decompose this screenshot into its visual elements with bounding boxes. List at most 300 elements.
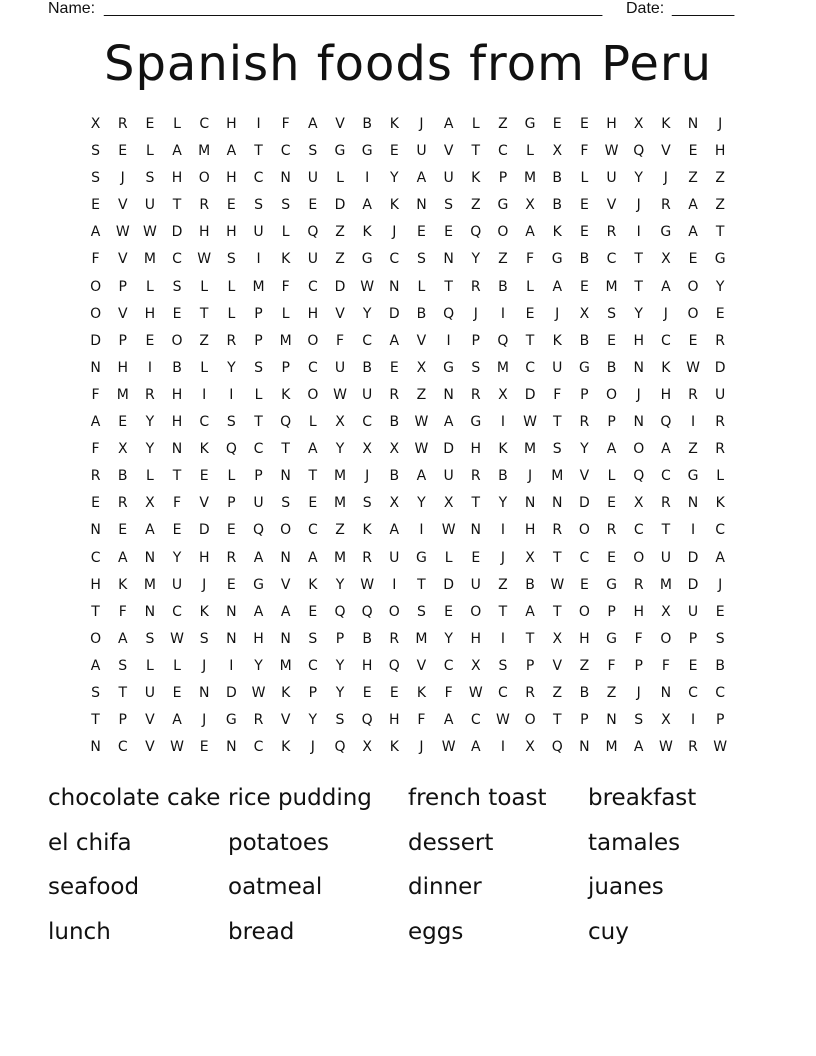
grid-letter: J: [663, 170, 668, 187]
grid-letter: D: [443, 576, 454, 593]
grid-letter: Q: [334, 603, 346, 620]
grid-letter: Y: [417, 495, 426, 512]
grid-row: [82, 490, 734, 517]
grid-letter: C: [389, 251, 400, 268]
grid-letter: S: [254, 197, 263, 214]
grid-row: [82, 301, 734, 328]
grid-letter: E: [607, 332, 616, 349]
grid-letter: R: [470, 468, 481, 485]
grid-letter: G: [470, 414, 482, 431]
grid-letter: Z: [688, 441, 698, 458]
grid-letter: X: [661, 712, 671, 729]
grid-letter: O: [578, 603, 590, 620]
grid-letter: W: [414, 441, 429, 458]
grid-letter: L: [173, 657, 181, 674]
grid-letter: W: [414, 414, 429, 431]
grid-letter: S: [226, 251, 236, 268]
grid-letter: H: [226, 116, 237, 132]
grid-letter: X: [633, 495, 644, 512]
grid-letter: U: [443, 468, 454, 485]
grid-letter: Y: [471, 251, 481, 268]
grid-letter: F: [281, 116, 290, 132]
grid-letter: I: [229, 657, 234, 674]
grid-letter: X: [145, 495, 155, 512]
grid-row: [82, 192, 734, 219]
grid-row: [82, 246, 734, 273]
grid-letter: Y: [444, 630, 453, 647]
grid-letter: A: [172, 143, 182, 160]
grid-letter: Y: [172, 549, 182, 566]
grid-letter: H: [144, 305, 156, 322]
grid-letter: A: [416, 468, 427, 485]
grid-letter: T: [552, 712, 562, 729]
grid-letter: P: [498, 170, 508, 187]
grid-letter: M: [143, 576, 156, 593]
grid-letter: G: [660, 224, 672, 241]
grid-letter: X: [362, 441, 372, 458]
grid-letter: O: [90, 305, 102, 322]
grid-letter: X: [525, 549, 535, 566]
word-list-item: dessert: [408, 829, 494, 856]
grid-letter: S: [281, 495, 291, 512]
grid-letter: W: [468, 684, 483, 701]
grid-letter: N: [280, 630, 291, 647]
grid-letter: Y: [335, 576, 345, 593]
grid-letter: R: [525, 684, 535, 701]
grid-letter: H: [171, 170, 183, 187]
grid-row: [82, 165, 734, 192]
grid-letter: X: [579, 305, 590, 322]
grid-letter: H: [361, 657, 373, 674]
grid-letter: L: [227, 305, 236, 322]
grid-letter: R: [715, 414, 726, 431]
grid-letter: I: [202, 386, 207, 403]
grid-letter: K: [715, 495, 725, 512]
grid-letter: C: [606, 251, 617, 268]
grid-letter: Y: [254, 657, 263, 674]
grid-row: [82, 409, 734, 436]
grid-letter: J: [636, 386, 641, 403]
grid-letter: Z: [498, 116, 508, 132]
grid-letter: Z: [688, 170, 698, 187]
grid-letter: K: [308, 576, 318, 593]
grid-letter: H: [117, 359, 128, 376]
grid-letter: E: [145, 332, 155, 349]
grid-letter: M: [659, 576, 672, 593]
grid-letter: N: [633, 414, 644, 431]
grid-letter: O: [198, 170, 210, 187]
grid-letter: C: [199, 414, 210, 431]
grid-letter: F: [607, 657, 616, 674]
grid-letter: X: [633, 116, 644, 132]
grid-letter: L: [227, 468, 236, 485]
grid-letter: C: [307, 522, 318, 539]
word-list: [48, 776, 768, 954]
grid-row: [82, 545, 734, 572]
grid-letter: X: [525, 739, 535, 756]
grid-letter: Q: [443, 305, 455, 322]
grid-letter: X: [335, 414, 345, 431]
grid-letter: N: [606, 712, 617, 729]
grid-letter: R: [715, 332, 726, 349]
grid-letter: M: [116, 386, 129, 403]
grid-letter: M: [279, 657, 292, 674]
grid-letter: T: [254, 143, 263, 160]
grid-row: [82, 355, 734, 382]
grid-letter: D: [90, 332, 101, 349]
grid-letter: V: [199, 495, 209, 512]
grid-letter: C: [172, 603, 182, 620]
grid-letter: E: [715, 305, 725, 322]
grid-letter: X: [552, 630, 563, 647]
grid-letter: L: [308, 414, 317, 431]
grid-letter: F: [553, 386, 562, 403]
grid-letter: N: [443, 251, 454, 268]
grid-letter: K: [362, 522, 372, 539]
grid-letter: H: [470, 441, 482, 458]
grid-letter: H: [606, 116, 617, 132]
grid-letter: A: [688, 224, 698, 241]
grid-letter: O: [307, 386, 319, 403]
grid-letter: A: [443, 414, 454, 431]
grid-letter: P: [607, 414, 616, 431]
grid-letter: Z: [715, 170, 725, 187]
grid-letter: W: [115, 224, 130, 241]
grid-letter: E: [688, 332, 698, 349]
grid-letter: O: [633, 549, 645, 566]
grid-letter: R: [715, 441, 726, 458]
grid-letter: U: [470, 576, 481, 593]
grid-letter: W: [604, 143, 619, 160]
grid-letter: R: [470, 386, 481, 403]
grid-letter: W: [713, 739, 728, 756]
grid-letter: Y: [634, 170, 643, 187]
grid-letter: N: [633, 359, 644, 376]
grid-letter: H: [198, 224, 210, 241]
grid-letter: X: [362, 739, 372, 756]
grid-letter: T: [417, 576, 426, 593]
grid-row: [82, 572, 734, 599]
grid-letter: K: [118, 576, 128, 593]
grid-letter: B: [498, 468, 508, 485]
grid-letter: F: [173, 495, 182, 512]
grid-letter: S: [91, 684, 101, 701]
grid-letter: G: [714, 251, 726, 268]
grid-letter: T: [715, 224, 725, 241]
grid-letter: E: [226, 522, 236, 539]
grid-letter: T: [172, 197, 182, 214]
grid-letter: N: [389, 278, 400, 295]
grid-letter: X: [661, 251, 671, 268]
grid-letter: F: [91, 251, 100, 268]
grid-letter: L: [145, 143, 154, 160]
grid-row: [82, 734, 734, 761]
grid-letter: E: [389, 684, 399, 701]
grid-letter: P: [118, 332, 127, 349]
grid-letter: W: [333, 386, 347, 403]
grid-letter: A: [308, 116, 318, 132]
grid-letter: N: [90, 739, 101, 756]
grid-letter: N: [226, 739, 237, 756]
grid-letter: E: [362, 684, 372, 701]
grid-letter: Q: [361, 603, 373, 620]
grid-letter: A: [117, 630, 128, 647]
grid-letter: H: [714, 143, 726, 160]
grid-letter: P: [118, 712, 127, 729]
grid-letter: D: [334, 278, 346, 295]
grid-letter: E: [118, 143, 128, 160]
grid-letter: X: [470, 657, 481, 674]
grid-letter: D: [687, 549, 699, 566]
grid-letter: V: [117, 197, 128, 214]
grid-letter: S: [362, 495, 372, 512]
grid-letter: J: [663, 305, 668, 322]
grid-letter: E: [579, 278, 589, 295]
grid-letter: V: [145, 712, 155, 729]
grid-letter: U: [606, 170, 617, 187]
grid-letter: H: [633, 603, 644, 620]
grid-letter: N: [226, 603, 237, 620]
grid-letter: P: [254, 468, 263, 485]
grid-letter: C: [525, 359, 535, 376]
grid-letter: I: [500, 305, 505, 322]
grid-letter: J: [636, 684, 641, 701]
grid-letter: D: [225, 684, 237, 701]
grid-letter: N: [171, 441, 183, 458]
grid-letter: D: [198, 522, 210, 539]
grid-letter: B: [579, 332, 590, 349]
grid-letter: M: [252, 278, 265, 295]
grid-letter: L: [444, 549, 453, 566]
grid-letter: C: [443, 657, 454, 674]
grid-letter: P: [688, 630, 698, 647]
word-list-item: seafood: [48, 874, 140, 900]
grid-letter: A: [661, 441, 671, 458]
grid-letter: E: [688, 143, 698, 160]
grid-letter: C: [470, 712, 481, 729]
grid-letter: I: [419, 522, 424, 539]
grid-letter: B: [552, 170, 563, 187]
grid-letter: D: [579, 495, 590, 512]
grid-letter: Y: [145, 414, 155, 431]
grid-letter: S: [145, 630, 155, 647]
grid-letter: H: [470, 630, 482, 647]
grid-letter: J: [528, 468, 533, 485]
word-list-item: potatoes: [228, 829, 330, 856]
grid-letter: A: [715, 549, 725, 566]
grid-letter: H: [226, 170, 237, 187]
grid-row: [82, 436, 734, 463]
grid-letter: M: [198, 143, 211, 160]
grid-letter: S: [552, 441, 562, 458]
grid-letter: I: [690, 414, 696, 431]
grid-letter: S: [417, 251, 426, 268]
grid-letter: X: [443, 495, 454, 512]
grid-letter: M: [496, 359, 509, 376]
grid-letter: E: [118, 522, 128, 539]
grid-letter: R: [470, 278, 481, 295]
grid-letter: T: [118, 684, 128, 701]
grid-letter: P: [715, 712, 725, 729]
grid-letter: F: [91, 386, 100, 403]
grid-letter: K: [661, 359, 671, 376]
grid-letter: O: [497, 224, 509, 241]
grid-letter: E: [199, 468, 209, 485]
grid-letter: E: [226, 576, 236, 593]
grid-letter: I: [147, 359, 152, 376]
grid-letter: Q: [470, 224, 482, 241]
word-list-item: tamales: [588, 829, 681, 856]
grid-letter: M: [605, 739, 618, 756]
grid-letter: S: [335, 712, 345, 729]
grid-letter: X: [90, 116, 101, 132]
grid-letter: G: [578, 359, 590, 376]
grid-letter: V: [117, 305, 128, 322]
grid-letter: K: [416, 684, 427, 701]
grid-letter: N: [226, 630, 237, 647]
grid-letter: R: [552, 522, 563, 539]
grid-letter: N: [443, 386, 454, 403]
grid-letter: V: [335, 305, 345, 322]
grid-letter: W: [496, 712, 510, 729]
grid-letter: P: [607, 603, 616, 620]
grid-letter: B: [579, 251, 590, 268]
grid-letter: U: [687, 603, 699, 620]
grid-letter: M: [333, 468, 347, 485]
grid-row: [82, 274, 734, 301]
grid-letter: V: [280, 712, 291, 729]
grid-letter: H: [226, 224, 237, 241]
grid-letter: E: [579, 197, 589, 214]
grid-letter: P: [580, 712, 589, 729]
grid-letter: T: [199, 305, 209, 322]
grid-letter: M: [524, 441, 537, 458]
grid-letter: T: [444, 278, 453, 295]
grid-letter: O: [687, 278, 699, 295]
grid-letter: Z: [715, 197, 725, 214]
grid-letter: Z: [416, 386, 427, 403]
grid-letter: R: [226, 332, 237, 349]
grid-letter: A: [525, 603, 535, 620]
grid-letter: O: [90, 278, 102, 295]
grid-letter: T: [91, 712, 100, 729]
grid-letter: P: [118, 278, 127, 295]
grid-row: [82, 626, 734, 653]
grid-letter: H: [660, 386, 672, 403]
grid-letter: C: [90, 549, 101, 566]
grid-letter: W: [251, 684, 266, 701]
grid-letter: J: [365, 468, 370, 485]
grid-letter: N: [524, 495, 536, 512]
grid-row: [82, 219, 734, 246]
grid-letter: W: [197, 251, 212, 268]
grid-letter: R: [389, 630, 400, 647]
grid-letter: C: [117, 739, 128, 756]
grid-letter: V: [416, 657, 427, 674]
word-list-item: eggs: [408, 918, 464, 945]
grid-letter: A: [90, 657, 101, 674]
grid-letter: Q: [225, 441, 237, 458]
grid-letter: T: [471, 143, 481, 160]
grid-letter: E: [145, 116, 155, 132]
grid-letter: B: [416, 305, 427, 322]
grid-letter: A: [90, 414, 101, 431]
grid-letter: E: [91, 495, 100, 512]
grid-letter: T: [552, 549, 562, 566]
grid-letter: U: [389, 549, 400, 566]
grid-row: [82, 328, 734, 355]
grid-letter: G: [687, 468, 699, 485]
grid-letter: E: [417, 224, 426, 241]
grid-letter: O: [687, 305, 699, 322]
grid-letter: R: [90, 468, 101, 485]
grid-letter: X: [389, 495, 400, 512]
grid-letter: A: [308, 549, 318, 566]
grid-letter: H: [90, 576, 101, 593]
grid-letter: N: [280, 468, 291, 485]
word-list-item: cuy: [588, 918, 629, 945]
grid-letter: S: [199, 630, 209, 647]
name-label: Name:: [48, 0, 96, 17]
grid-letter: E: [118, 414, 128, 431]
grid-letter: Y: [390, 170, 399, 187]
grid-letter: J: [202, 712, 207, 729]
grid-letter: D: [388, 305, 400, 322]
grid-letter: A: [90, 224, 101, 241]
grid-letter: S: [417, 603, 426, 620]
grid-letter: U: [362, 386, 373, 403]
grid-letter: O: [307, 332, 319, 349]
grid-row: [82, 680, 734, 707]
grid-letter: L: [145, 278, 154, 295]
grid-letter: B: [389, 414, 400, 431]
grid-letter: E: [308, 495, 318, 512]
word-list-item: lunch: [48, 918, 111, 945]
grid-letter: S: [226, 414, 236, 431]
grid-letter: N: [144, 549, 156, 566]
grid-letter: A: [552, 278, 563, 295]
grid-letter: A: [443, 712, 454, 729]
grid-letter: A: [633, 739, 644, 756]
grid-letter: F: [91, 441, 100, 458]
grid-letter: O: [90, 630, 102, 647]
grid-letter: W: [170, 739, 184, 756]
grid-letter: K: [281, 739, 291, 756]
grid-letter: X: [389, 441, 400, 458]
grid-letter: V: [579, 468, 590, 485]
header: [48, 0, 748, 20]
grid-letter: W: [550, 576, 565, 593]
grid-letter: R: [606, 224, 617, 241]
grid-letter: X: [525, 197, 535, 214]
grid-letter: C: [715, 522, 726, 539]
grid-letter: G: [361, 143, 373, 160]
grid-letter: Z: [470, 197, 481, 214]
grid-letter: V: [117, 251, 128, 268]
grid-letter: T: [471, 495, 481, 512]
grid-letter: K: [389, 116, 399, 132]
grid-letter: N: [90, 522, 101, 539]
grid-letter: Q: [280, 414, 292, 431]
grid-letter: I: [446, 332, 451, 349]
grid-letter: A: [226, 143, 237, 160]
grid-letter: K: [498, 441, 508, 458]
grid-letter: K: [389, 739, 399, 756]
grid-letter: K: [661, 116, 671, 132]
grid-letter: N: [551, 495, 563, 512]
grid-letter: G: [606, 630, 617, 647]
grid-letter: E: [91, 197, 100, 214]
